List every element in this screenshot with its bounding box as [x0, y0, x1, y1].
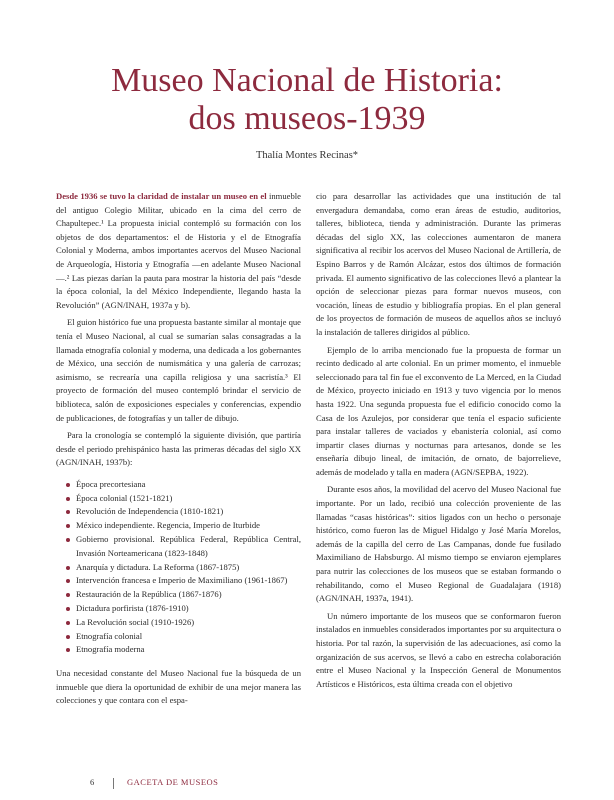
- paragraph: Una necesidad constante del Museo Nacional fue la búsqueda de un inmueble que diera la oportunidad de exhibir de una mejor manera las colecciones y que contara con el espa-: [56, 668, 301, 706]
- article-title: [0, 62, 614, 138]
- paragraph: cio para desarrollar las actividades que una institución de tal envergadura demandaba, como eran áreas de estudio, auditorios, talleres, biblioteca, tienda y administración. Durante las primeras décadas del siglo XX, las colecciones aumentaron de manera significativa al recibir los acervos del Museo Nacional de Artillería, de Espino Barros y de Ramón Alcázar, estos dos últimos de formación privada. El aumento significativo de las colecciones llevó a plantear la opción de seleccionar piezas para formar nuevos museos, con vocación, líneas de estudio y bibliografía propias. En el plan general de los proyectos de formación de museos de aquellos años se incluyó la instalación de talleres dirigidos al público.: [316, 191, 561, 337]
- page-number: 6: [90, 777, 95, 787]
- list-item: La Revolución social (1910-1926): [66, 616, 301, 630]
- bullet-icon: [66, 538, 70, 542]
- paragraph: Para la cronología se contempló la siguiente división, que partiría desde el periodo prehispánico hasta las primeras décadas del siglo XX (AGN/INAH, 1937b):: [56, 430, 301, 468]
- publication-name: GACETA DE MUSEOS: [127, 777, 219, 787]
- paragraph-text: inmueble del antiguo Colegio Militar, ubicado en la cima del cerro de Chapultepec.¹ La propuesta inicial contempló su formación con los objetos de dos departamentos: el de Historia y el de Etnografía Colonial y Moderna, ambos importantes acervos del Museo Nacional de Arqueología, Historia y Etnografía —en adelante Museo Nacional—.² Las piezas darían la pauta para mostrar la historia del país “desde la época colonial, la del México Independiente, llegando hasta la Revolución” (AGN/INAH, 1937a y b).: [56, 191, 301, 310]
- chronology-list: [56, 478, 301, 657]
- bullet-icon: [66, 648, 70, 652]
- bullet-icon: [66, 566, 70, 570]
- bullet-icon: [66, 483, 70, 487]
- list-item: Revolución de Independencia (1810-1821): [66, 505, 301, 519]
- list-item: Restauración de la República (1867-1876): [66, 588, 301, 602]
- list-item: Anarquía y dictadura. La Reforma (1867-1875): [66, 561, 301, 575]
- list-item: Época precortesiana: [66, 478, 301, 492]
- title-line-1: Museo Nacional de Historia:: [111, 62, 503, 99]
- bullet-icon: [66, 497, 70, 501]
- list-item: México independiente. Regencia, Imperio de Iturbide: [66, 519, 301, 533]
- paragraph: [56, 190, 301, 312]
- left-column: [56, 190, 301, 712]
- author-byline: Thalía Montes Recinas*: [255, 150, 359, 161]
- right-column: [316, 190, 561, 695]
- bullet-icon: [66, 621, 70, 625]
- paragraph: Durante esos años, la movilidad del acervo del Museo Nacional fue importante. Por un lado, recibió una colección proveniente de las llamadas “casas históricas”: sitios ligados con un hecho o personaje histórico, como fueron las de Miguel Hidalgo y José María Morelos, además de la capilla del cerro de Las Campanas, donde fue fusilado Maximiliano de Habsburgo. Al mismo tiempo se enviaron ejemplares para nutrir las colecciones de los museos que se estaban formando o rehabilitando, como el Museo Regional de Guadalajara (1918) (AGN/INAH, 1937a, 1941).: [316, 484, 561, 604]
- bullet-icon: [66, 510, 70, 514]
- list-item: Etnografía moderna: [66, 643, 301, 657]
- bullet-icon: [66, 579, 70, 583]
- bullet-icon: [66, 607, 70, 611]
- list-item: Intervención francesa e Imperio de Maximiliano (1961-1867): [66, 574, 301, 588]
- bullet-icon: [66, 593, 70, 597]
- list-item: Época colonial (1521-1821): [66, 492, 301, 506]
- paragraph: Un número importante de los museos que se conformaron fueron instalados en inmuebles considerados importantes por su arquitectura o historia. Por tal razón, la supervisión de las adecuaciones, así como la organización de sus acervos, se llevó a cabo en estrecha colaboración entre el Museo Nacional y la Inspección General de Monumentos Artísticos e Históricos, esta última creada con el objetivo: [316, 610, 561, 689]
- paragraph: Ejemplo de lo arriba mencionado fue la propuesta de formar un recinto dedicado al arte colonial. En un primer momento, el inmueble seleccionado para tal fin fue el exconvento de La Merced, en la Ciudad de México, proyecto iniciado en 1913 y tuvo vigencia por lo menos hasta 1922. Una segunda propuesta fue el edificio conocido como la Casa de los Azulejos, por considerar que tenía el espacio suficiente para instalar talleres de vaciados y ebanistería colonial, así como impartir clases diurnas y nocturnas para artesanos, donde se les enseñaría dibujo lineal, de imitación, de ornato, de bajorrelieve, además de modelado y talla en madera (AGN/SEPBA, 1922).: [316, 344, 561, 477]
- lead-in-text: Desde 1936 se tuvo la claridad de instalar un museo en el: [56, 191, 267, 201]
- page-footer: [90, 777, 218, 789]
- bullet-icon: [66, 524, 70, 528]
- paragraph: El guion histórico fue una propuesta bastante similar al montaje que tenía el Museo Nacional, al cual se sumarían salas consagradas a la llamada etnografía colonial y moderna, una dedicada a los gobernantes de México, una sección de numismática y una galería de carrozas; asimismo, se recrearía una capilla religiosa y una sacristía.³ El proyecto de formación del museo contempló brindar el servicio de biblioteca, salón de exposiciones especiales y conferencias, expendio de publicaciones, de fotografías y un taller de dibujo.: [56, 317, 301, 423]
- bullet-icon: [66, 635, 70, 639]
- list-item: Gobierno provisional. República Federal, República Central, Invasión Norteamericana (1823-1848): [66, 533, 301, 561]
- list-item: Etnografía colonial: [66, 630, 301, 644]
- list-item: Dictadura porfirista (1876-1910): [66, 602, 301, 616]
- footer-divider: [113, 778, 114, 789]
- title-line-2: dos museos-1939: [188, 100, 426, 137]
